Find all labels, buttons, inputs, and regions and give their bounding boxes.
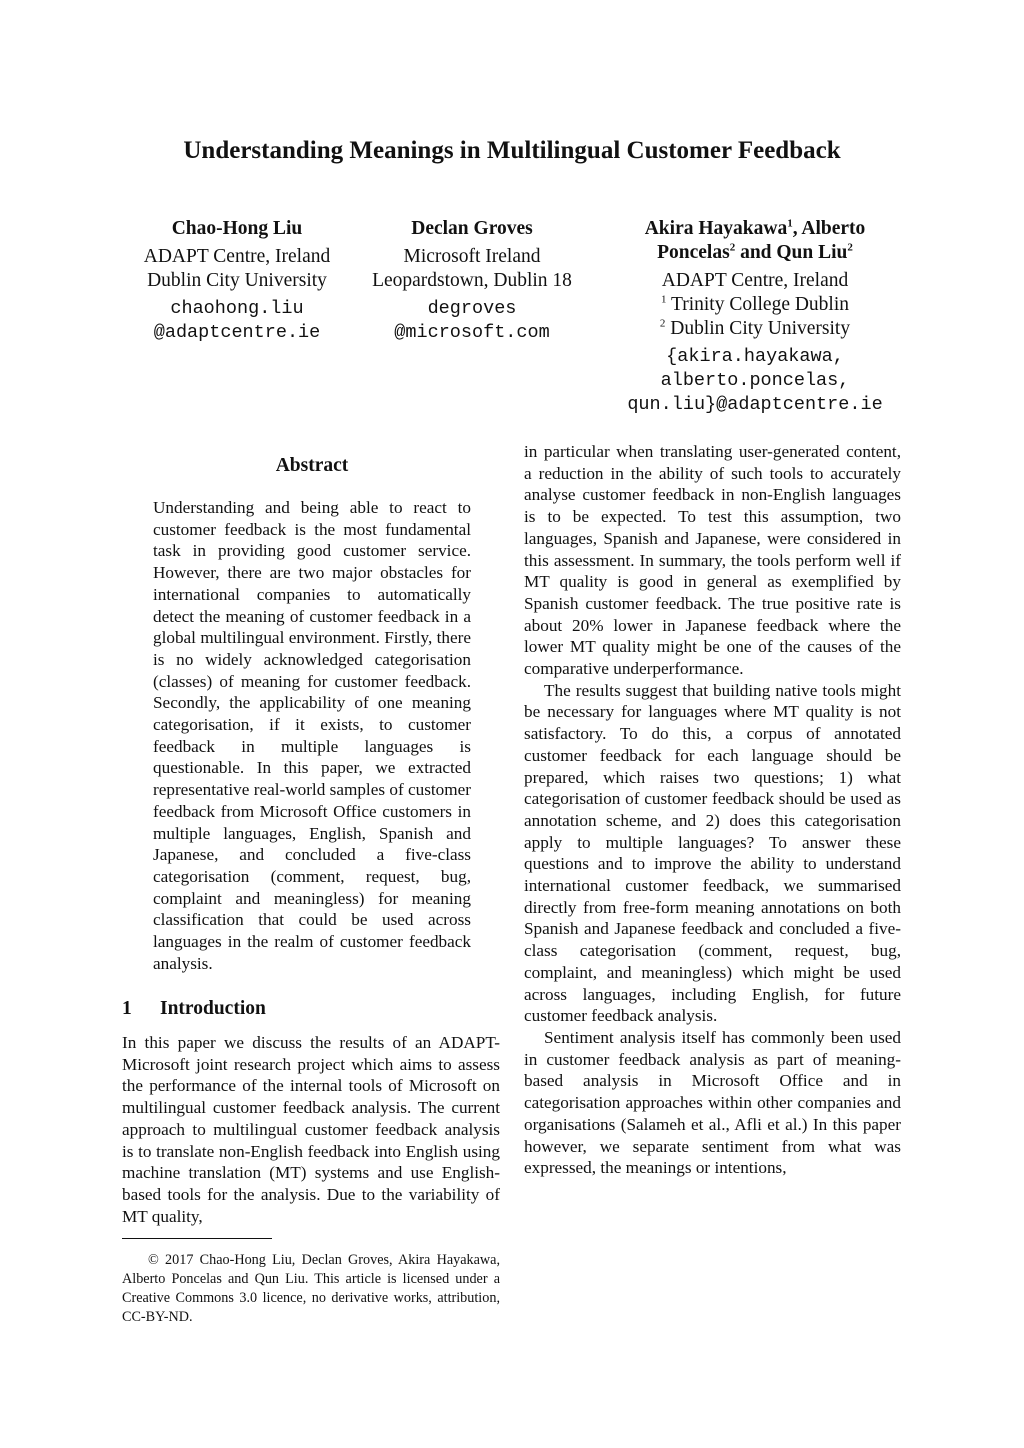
author-affiliation: Dublin City University [147, 270, 327, 291]
author-block-1 [122, 217, 352, 345]
author-email: @microsoft.com [394, 322, 550, 343]
author-affiliation: $^2$ Dublin City University [659, 317, 851, 339]
abstract-heading: Abstract [275, 455, 349, 476]
footnote-text: © 2017 Chao-Hong Liu, Declan Groves, Akira Hayakawa, Alberto Poncelas and Qun Liu. This article is licensed under a Creative Commons 3.0 licence, no derivative works, attribution, CC-BY-ND. [122, 1252, 500, 1325]
right-column [524, 441, 901, 1179]
author-email: qun.liu}@adaptcentre.ie [627, 394, 883, 415]
body-paragraph: in particular when translating user-generated content, a reduction in the ability of such tools to accurately analyse customer feedback in non-English languages is to be expected. To test this assumption, two languages, Spanish and Japanese, were considered in this assessment. In summary, the tools perform well if MT quality is good in general as exemplified by Spanish customer feedback. The true positive rate is about 20% lower in Japanese feedback where the lower MT quality might be one of the causes of the comparative underperformance. [524, 442, 901, 679]
author-email: {akira.hayakawa, [666, 346, 844, 367]
section-title: Introduction [160, 998, 266, 1019]
author-email: chaohong.liu [170, 298, 304, 319]
author-block-2 [357, 217, 587, 345]
author-affiliation: ADAPT Centre, Ireland [143, 246, 331, 267]
footnote-divider [122, 1238, 272, 1239]
author-email: degroves [427, 298, 517, 319]
body-paragraph: The results suggest that building native tools might be necessary for languages where MT quality is not satisfactory. To do this, a corpus of annotated customer feedback for each language should be prepared, which raises two questions; 1) what categorisation of customer feedback should be used as annotation scheme, and 2) does this categorisation apply to multiple languages? To answer these questions and to improve the ability to understand international customer feedback, we summarised directly from free-form meaning annotations on both Spanish and Japanese feedback and concluded a five-class categorisation (comment, request, bug, complaint, and meaningless) which might be used across languages, including English, for future customer feedback analysis. [524, 680, 901, 1026]
author-email: alberto.poncelas, [660, 370, 850, 391]
author-name: Poncelas$^2$ and Qun Liu$^2$ [657, 241, 853, 263]
intro-paragraph: In this paper we discuss the results of an ADAPT-Microsoft joint research project which aims to assess the performance of the internal tools of Microsoft on multilingual customer feedback analysis. The current approach to multilingual customer feedback analysis is to translate non-English feedback into English using machine translation (MT) systems and use English-based tools for the analysis. Due to the variability of MT quality, [122, 1033, 500, 1226]
author-block-3 [600, 217, 910, 417]
author-name: Chao-Hong Liu [171, 218, 303, 239]
paper-title: Understanding Meanings in Multilingual Customer Feedback [183, 137, 841, 164]
author-affiliation: $^1$ Trinity College Dublin [660, 293, 850, 315]
author-name: Akira Hayakawa$^1$, Alberto [644, 217, 866, 239]
author-email: @adaptcentre.ie [153, 322, 321, 343]
author-affiliation: Microsoft Ireland [403, 246, 541, 267]
author-affiliation: ADAPT Centre, Ireland [661, 270, 849, 291]
body-paragraph: Sentiment analysis itself has commonly been used in customer feedback analysis as part of meaning-based analysis in Microsoft Office and in categorisation approaches within other companies and organisations (Salameh et al., Afli et al.) In this paper however, we separate sentiment from what was expressed, the meanings or intentions, [524, 1027, 901, 1178]
section-number: 1 [122, 998, 132, 1019]
abstract-text: Understanding and being able to react to customer feedback is the most fundamental task in providing good customer service. However, there are two major obstacles for international companies to automatically detect the meaning of customer feedback in a global multilingual environment. Firstly, there is no widely acknowledged categorisation (classes) of meaning for customer feedback. Secondly, the applicability of one meaning categorisation, if it exists, to customer feedback in multiple languages is questionable. In this paper, we extracted representative real-world samples of customer feedback from Microsoft Office customers in multiple languages, English, Spanish and Japanese, and concluded a five-class categorisation (comment, request, bug, complaint and meaningless) for meaning classification that could be used across languages in the realm of customer feedback analysis. [153, 498, 471, 973]
author-name: Declan Groves [411, 218, 533, 239]
author-affiliation: Leopardstown, Dublin 18 [372, 270, 572, 291]
footnote [122, 1251, 500, 1327]
section-heading [122, 995, 266, 1023]
